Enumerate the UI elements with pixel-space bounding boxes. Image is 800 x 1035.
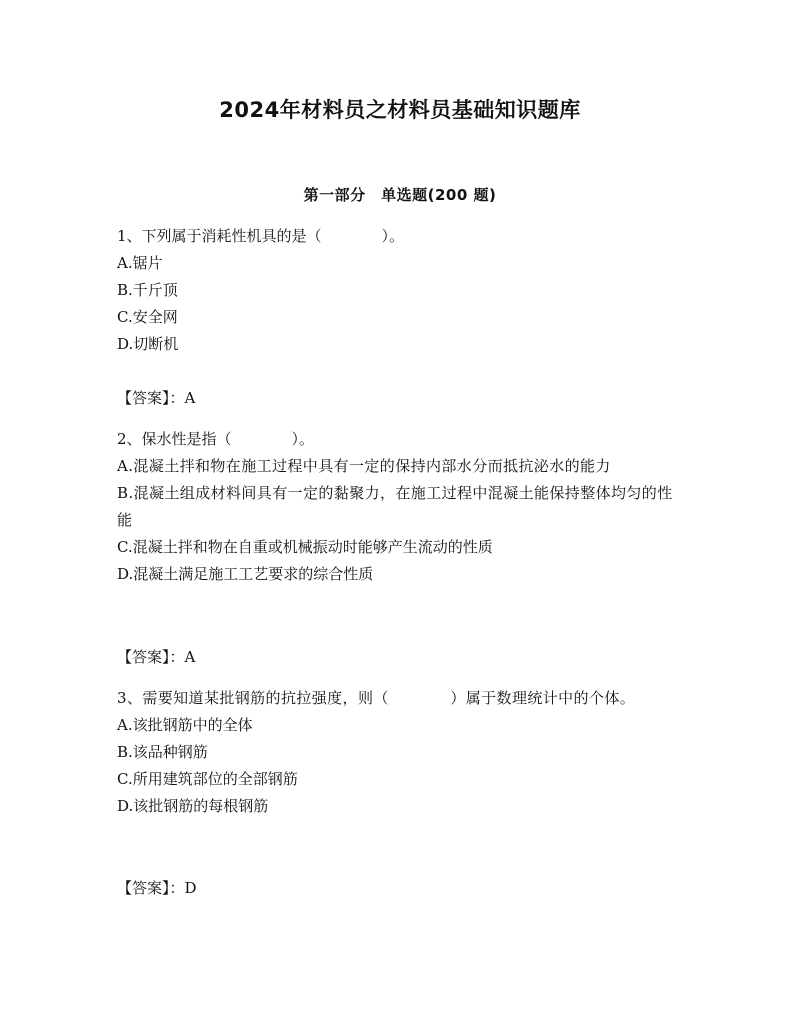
option-b: B.千斤顶 bbox=[117, 281, 178, 299]
answer-2 bbox=[117, 644, 195, 671]
option-d: D.混凝土满足施工工艺要求的综合性质 bbox=[117, 565, 374, 583]
option-b: B.该品种钢筋 bbox=[117, 743, 208, 761]
option-c: C.混凝土拌和物在自重或机械振动时能够产生流动的性质 bbox=[117, 538, 493, 556]
answer-value: D bbox=[184, 879, 197, 897]
question-stem: 2、保水性是指（ ）。 bbox=[117, 430, 315, 448]
page-title: 2024年材料员之材料员基础知识题库 bbox=[219, 98, 581, 122]
answer-value: A bbox=[184, 648, 196, 666]
answer-3 bbox=[117, 875, 197, 902]
option-a: A.该批钢筋中的全体 bbox=[117, 716, 253, 734]
answer-value: A bbox=[184, 389, 196, 407]
question-2 bbox=[117, 426, 677, 588]
question-stem: 1、下列属于消耗性机具的是（ ）。 bbox=[117, 227, 405, 245]
question-stem: 3、需要知道某批钢筋的抗拉强度，则（ ）属于数理统计中的个体。 bbox=[117, 689, 636, 707]
answer-1 bbox=[117, 385, 195, 412]
option-d: D.该批钢筋的每根钢筋 bbox=[117, 797, 269, 815]
option-a: A.混凝土拌和物在施工过程中具有一定的保持内部水分而抵抗泌水的能力 bbox=[117, 457, 611, 475]
option-b: B.混凝土组成材料间具有一定的黏聚力，在施工过程中混凝土能保持整体均匀的性能 bbox=[117, 484, 673, 529]
option-c: C.所用建筑部位的全部钢筋 bbox=[117, 770, 298, 788]
answer-label: 【答案】： bbox=[117, 648, 185, 666]
option-d: D.切断机 bbox=[117, 335, 179, 353]
section-title: 第一部分 单选题(200 题) bbox=[303, 186, 497, 204]
option-c: C.安全网 bbox=[117, 308, 178, 326]
question-1 bbox=[117, 223, 677, 358]
answer-label: 【答案】： bbox=[117, 879, 185, 897]
option-a: A.锯片 bbox=[117, 254, 163, 272]
question-3 bbox=[117, 685, 677, 820]
answer-label: 【答案】： bbox=[117, 389, 185, 407]
